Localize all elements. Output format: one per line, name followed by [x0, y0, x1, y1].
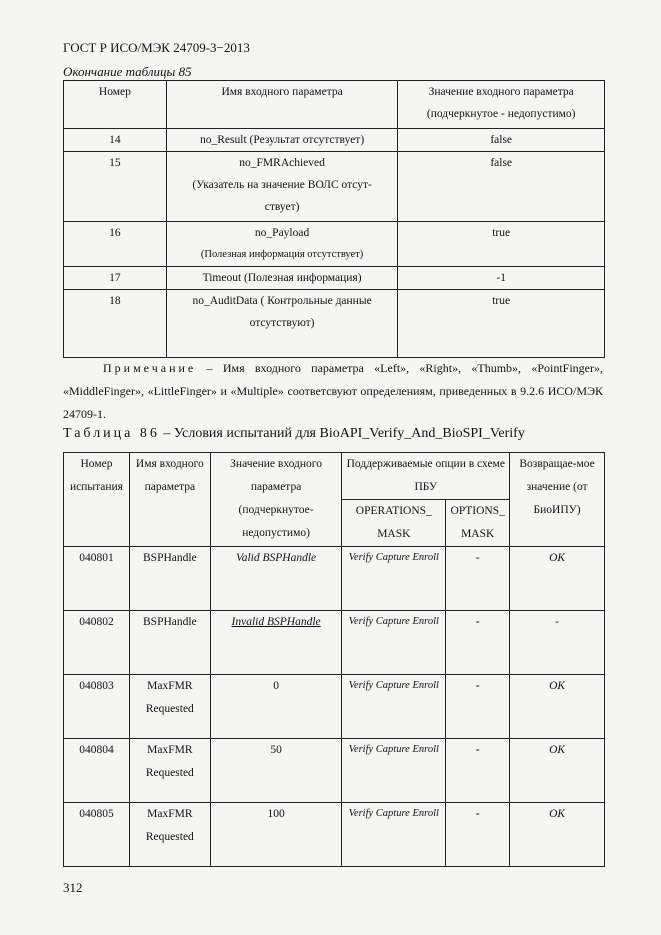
t85-value: true	[398, 222, 605, 267]
t86-operations: Verify Capture Enroll	[342, 739, 446, 803]
table-86-caption	[63, 426, 525, 442]
page-number: 312	[63, 880, 83, 895]
t86-header-return: Возвращае-мое значение (от БиоИПУ)	[510, 453, 605, 547]
t86-value: 0	[210, 675, 342, 739]
t86-options: -	[446, 611, 510, 675]
t86-value: 50	[210, 739, 342, 803]
t86-operations: Verify Capture Enroll	[342, 611, 446, 675]
t85-name: no_FMRAchieved (Указатель на значение ВОЛС отсут-ствует)	[166, 152, 398, 222]
t86-options: -	[446, 675, 510, 739]
t86-header-options-mask: OPTIONS_ MASK	[446, 500, 510, 547]
t86-return: OK	[510, 547, 605, 611]
table-row	[64, 675, 605, 739]
t85-num: 16	[64, 222, 167, 267]
t86-options: -	[446, 547, 510, 611]
t86-value: Invalid BSPHandle	[210, 611, 342, 675]
t86-value: 100	[210, 803, 342, 867]
t86-name: BSPHandle	[129, 611, 210, 675]
t85-header-num: Номер	[64, 81, 167, 129]
table-row	[64, 267, 605, 290]
t86-options: -	[446, 739, 510, 803]
table-row	[64, 739, 605, 803]
t86-value: Valid BSPHandle	[210, 547, 342, 611]
t86-return: -	[510, 611, 605, 675]
t85-value: true	[398, 290, 605, 358]
t86-header-value: Значение входного параметра (подчеркнутое-недопустимо)	[210, 453, 342, 547]
t86-operations: Verify Capture Enroll	[342, 803, 446, 867]
table-row	[64, 290, 605, 358]
t86-operations: Verify Capture Enroll	[342, 675, 446, 739]
t86-header-options: Поддерживаемые опции в схеме ПБУ	[342, 453, 510, 500]
t85-num: 14	[64, 129, 167, 152]
t85-value: false	[398, 152, 605, 222]
t85-header-name: Имя входного параметра	[166, 81, 398, 129]
t85-name: no_AuditData ( Контрольные данные отсутствуют)	[166, 290, 398, 358]
t86-num: 040803	[64, 675, 130, 739]
table-row	[64, 611, 605, 675]
table-86-label: Таблица 86	[63, 426, 160, 441]
t85-name: no_Result (Результат отсутствует)	[166, 129, 398, 152]
t85-value: false	[398, 129, 605, 152]
t86-num: 040801	[64, 547, 130, 611]
note-text: – Имя входного параметра «Left», «Right», «Thumb», «PointFinger», «MiddleFinger», «LittleFinger» и «Multiple» соответсвуют определениям, приведенных в 9.2.6 ИСО/МЭК 24709-1.	[63, 361, 603, 421]
table-row	[64, 152, 605, 222]
t86-return: OK	[510, 675, 605, 739]
t86-num: 040804	[64, 739, 130, 803]
t85-value: -1	[398, 267, 605, 290]
table-row	[64, 129, 605, 152]
document-header: ГОСТ Р ИСО/МЭК 24709-3−2013	[63, 40, 250, 55]
t85-name: no_Payload (Полезная информация отсутствует)	[166, 222, 398, 267]
table-86-title: – Условия испытаний для BioAPI_Verify_And_BioSPI_Verify	[159, 426, 525, 441]
t85-header-value: Значение входного параметра (подчеркнутое - недопустимо)	[398, 81, 605, 129]
note-label: Примечание	[103, 361, 197, 375]
table-86-header-row	[64, 453, 605, 500]
t86-name: BSPHandle	[129, 547, 210, 611]
t86-return: OK	[510, 739, 605, 803]
table-row	[64, 222, 605, 267]
t86-return: OK	[510, 803, 605, 867]
t86-name: MaxFMR Requested	[129, 675, 210, 739]
t86-name: MaxFMR Requested	[129, 739, 210, 803]
table-row	[64, 547, 605, 611]
t86-name: MaxFMR Requested	[129, 803, 210, 867]
t86-num: 040802	[64, 611, 130, 675]
table-85-header-row	[64, 81, 605, 129]
t86-header-name: Имя входного параметра	[129, 453, 210, 547]
t86-options: -	[446, 803, 510, 867]
table-86	[63, 452, 605, 867]
table-85	[63, 80, 605, 358]
t85-num: 15	[64, 152, 167, 222]
t85-num: 17	[64, 267, 167, 290]
table-note	[63, 357, 603, 426]
t85-name: Timeout (Полезная информация)	[166, 267, 398, 290]
t86-operations: Verify Capture Enroll	[342, 547, 446, 611]
table-continuation-caption: Окончание таблицы 85	[63, 64, 192, 79]
t86-num: 040805	[64, 803, 130, 867]
t85-num: 18	[64, 290, 167, 358]
t86-header-num: Номер испытания	[64, 453, 130, 547]
t86-header-operations-mask: OPERATIONS_ MASK	[342, 500, 446, 547]
table-row	[64, 803, 605, 867]
